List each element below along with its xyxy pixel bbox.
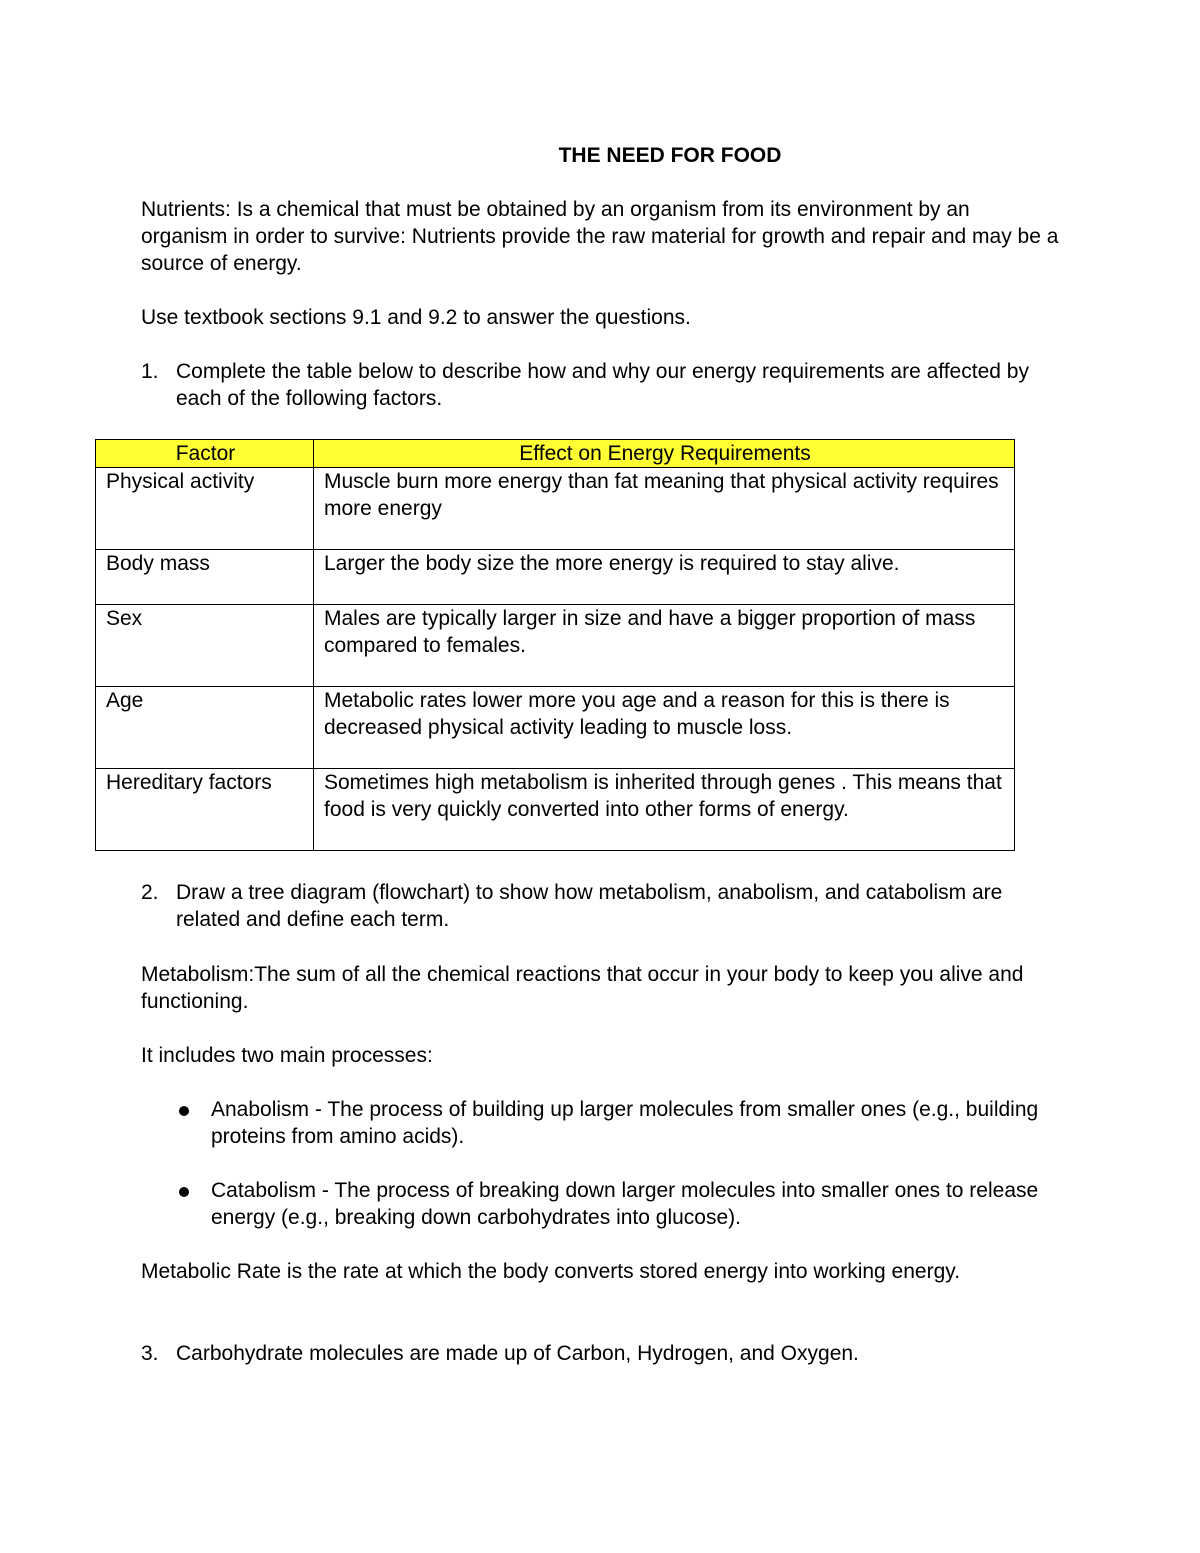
list-item xyxy=(175,1096,1065,1150)
intro-paragraph: Nutrients: Is a chemical that must be obtained by an organism from its environment by an organism in order to survive: Nutrients provide the raw material for growth and repair and may be a source of energy. xyxy=(141,198,1059,275)
processes-intro: It includes two main processes: xyxy=(141,1044,433,1067)
effect-cell: Metabolic rates lower more you age and a reason for this is there is decreased physical activity leading to muscle loss. xyxy=(314,687,1015,769)
question-1-number: 1. xyxy=(141,360,159,383)
question-1-text: Complete the table below to describe how and why our energy requirements are affected by each of the following factors. xyxy=(176,360,1029,410)
table-header-row xyxy=(96,440,1015,468)
header-effect: Effect on Energy Requirements xyxy=(314,440,1015,468)
factor-cell: Physical activity xyxy=(96,468,314,550)
metabolism-definition: Metabolism:The sum of all the chemical reactions that occur in your body to keep you alive and functioning. xyxy=(141,963,1024,1013)
question-3-text: Carbohydrate molecules are made up of Carbon, Hydrogen, and Oxygen. xyxy=(176,1342,859,1365)
document-title: THE NEED FOR FOOD xyxy=(558,144,782,167)
question-3-number: 3. xyxy=(141,1342,159,1365)
effect-cell: Muscle burn more energy than fat meaning that physical activity requires more energy xyxy=(314,468,1015,550)
question-1 xyxy=(141,358,1041,412)
factor-cell: Sex xyxy=(96,605,314,687)
effect-cell: Sometimes high metabolism is inherited through genes . This means that food is very quickly converted into other forms of energy. xyxy=(314,769,1015,851)
question-2-number: 2. xyxy=(141,881,159,904)
question-3 xyxy=(141,1340,1041,1367)
energy-factors-table xyxy=(95,439,1015,851)
bullet-icon xyxy=(179,1187,189,1197)
list-item xyxy=(175,1177,1065,1231)
table-row xyxy=(96,687,1015,769)
effect-cell: Males are typically larger in size and have a bigger proportion of mass compared to females. xyxy=(314,605,1015,687)
table-row xyxy=(96,605,1015,687)
table-row xyxy=(96,550,1015,605)
table-row xyxy=(96,468,1015,550)
catabolism-text: Catabolism - The process of breaking down larger molecules into smaller ones to release energy (e.g., breaking down carbohydrates into glucose). xyxy=(211,1179,1039,1229)
factor-cell: Hereditary factors xyxy=(96,769,314,851)
header-factor: Factor xyxy=(96,440,314,468)
instruction-paragraph: Use textbook sections 9.1 and 9.2 to answer the questions. xyxy=(141,306,691,329)
question-2 xyxy=(141,879,1041,933)
factor-cell: Body mass xyxy=(96,550,314,605)
factor-cell: Age xyxy=(96,687,314,769)
table-row xyxy=(96,769,1015,851)
question-2-text: Draw a tree diagram (flowchart) to show how metabolism, anabolism, and catabolism are related and define each term. xyxy=(176,881,1003,931)
bullet-icon xyxy=(179,1106,189,1116)
anabolism-text: Anabolism - The process of building up larger molecules from smaller ones (e.g., building proteins from amino acids). xyxy=(211,1098,1039,1148)
effect-cell: Larger the body size the more energy is required to stay alive. xyxy=(314,550,1015,605)
metabolic-rate-paragraph: Metabolic Rate is the rate at which the body converts stored energy into working energy. xyxy=(141,1260,961,1283)
